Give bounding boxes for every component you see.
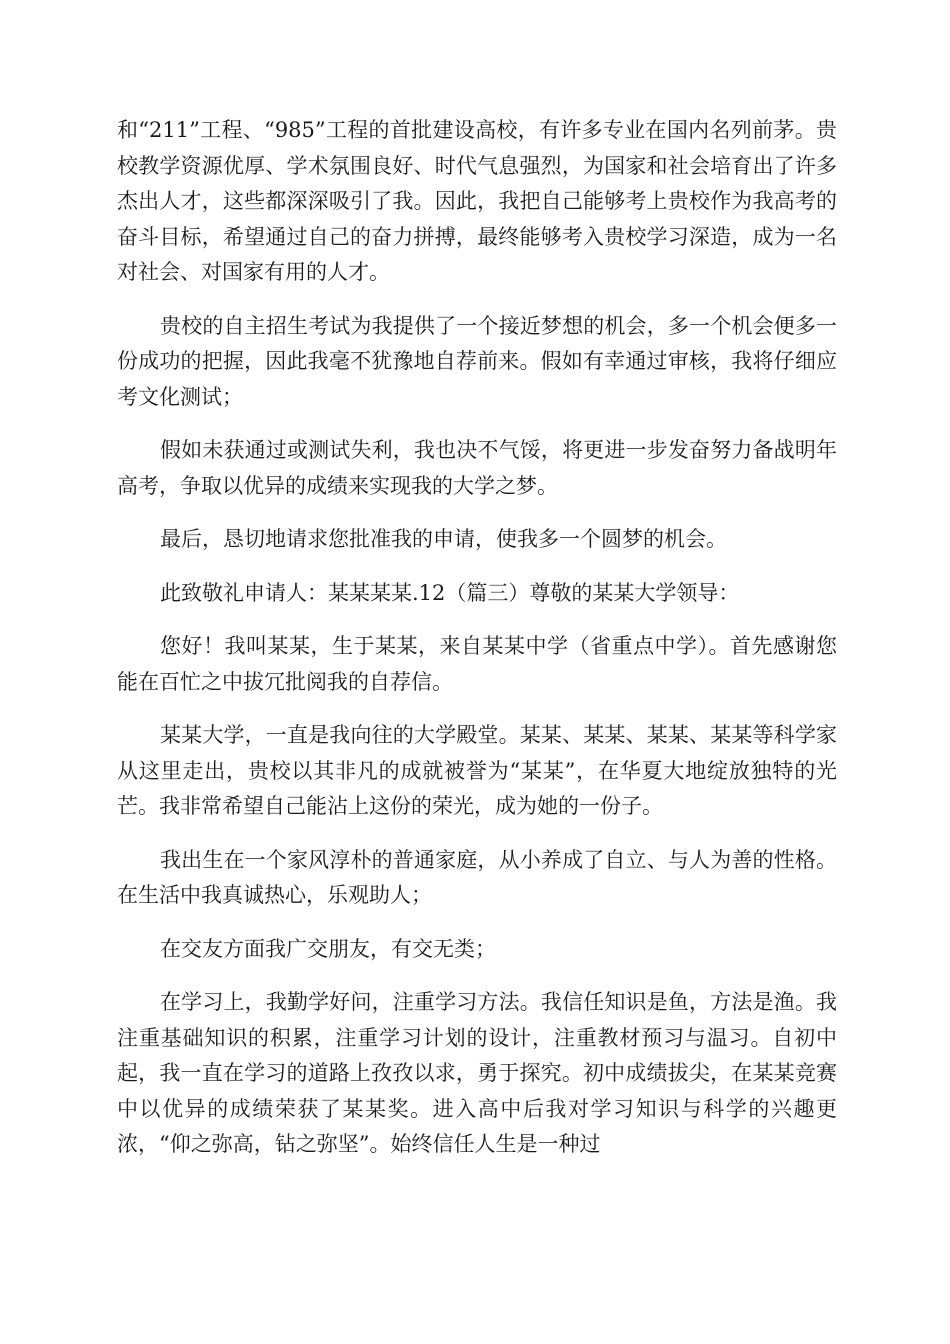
document-page bbox=[117, 113, 837, 1181]
paragraph-7: 某某大学，一直是我向往的大学殿堂。某某、某某、某某、某某等科学家从这里走出，贵校以其非凡的成就被誉为“某某”，在华夏大地绽放独特的光芒。我非常希望自己能沾上这份的荣光，成为她的一份子。 bbox=[117, 723, 837, 818]
paragraph-4: 最后，恳切地请求您批准我的申请，使我多一个圆梦的机会。 bbox=[160, 527, 727, 551]
paragraph-10: 在学习上，我勤学好问，注重学习方法。我信任知识是鱼，方法是渔。我注重基础知识的积累，注重学习计划的设计，注重教材预习与温习。自初中起，我一直在学习的道路上孜孜以求，勇于探究。初中成绩拔尖，在某某竞赛中以优异的成绩荣获了某某奖。进入高中后我对学习知识与科学的兴趣更浓，“仰之弥高，钻之弥坚”。始终信任人生是一种过 bbox=[117, 990, 837, 1156]
paragraph-2: 贵校的自主招生考试为我提供了一个接近梦想的机会，多一个机会便多一份成功的把握，因此我毫不犹豫地自荐前来。假如有幸通过审核，我将仔细应考文化测试； bbox=[117, 313, 837, 409]
paragraph-9: 在交友方面我广交朋友，有交无类； bbox=[160, 936, 496, 961]
paragraph-1: 和“211”工程、“985”工程的首批建设高校，有许多专业在国内名列前茅。贵校教学资源优厚、学术氛围良好、时代气息强烈，为国家和社会培育出了许多杰出人才，这些都深深吸引了我。因此，我把自己能够考上贵校作为我高考的奋斗目标，希望通过自己的奋力拼搏，最终能够考入贵校学习深造，成为一名对社会、对国家有用的人才。 bbox=[117, 118, 837, 284]
paragraph-3: 假如未获通过或测试失利，我也决不气馁，将更进一步发奋努力备战明年高考，争取以优异的成绩来实现我的大学之梦。 bbox=[117, 438, 837, 498]
paragraph-5: 此致敬礼申请人：某某某某.12（篇三）尊敬的某某大学领导： bbox=[160, 580, 740, 605]
paragraph-6: 您好！我叫某某，生于某某，来自某某中学（省重点中学）。首先感谢您能在百忙之中拔冗批阅我的自荐信。 bbox=[117, 634, 837, 694]
paragraph-8: 我出生在一个家风淳朴的普通家庭，从小养成了自立、与人为善的性格。在生活中我真诚热心，乐观助人； bbox=[117, 847, 837, 907]
